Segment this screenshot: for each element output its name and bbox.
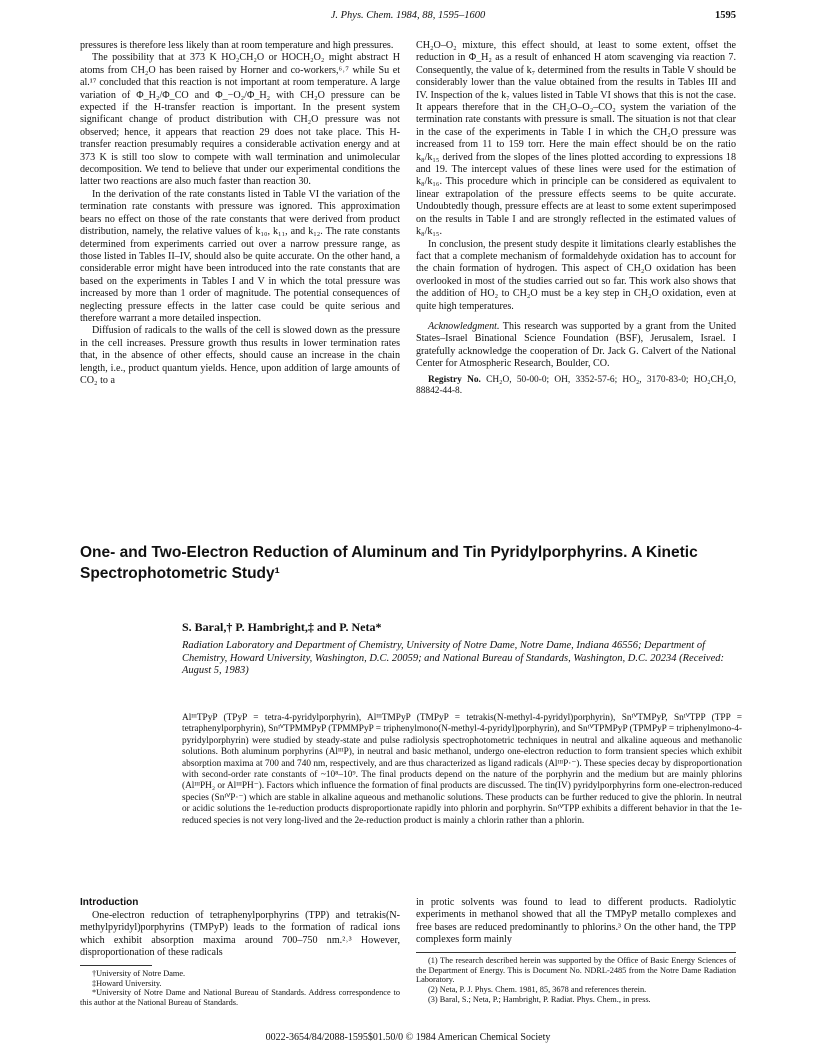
registry-label: Registry No. [428, 374, 481, 385]
reference: (2) Neta, P. J. Phys. Chem. 1981, 85, 3678 and references therein. [428, 985, 647, 995]
acknowledgment-label: Acknowledgment. [428, 320, 500, 332]
paragraph: CH₂O–O₂ mixture, this effect should, at least to some extent, offset the reduction in Φ_H₂ as a result of enhanced H atom scavenging via reaction 7. Consequently, the value of k₇ determined from the results in Table V should be considerably lower than the value obtained from the results in Tables III and IV. Inspection of the k₇ values listed in Table VI shows that this is not the case. It appears therefore that in the CH₂O–O₂–CO₂ system the variation of the termination rate constants with pressure is small. The situation is not that clear in the case of the experiments in Table I in which the CH₂O pressure was increased from 11 to 159 torr. Here the main effect should be on the ratio k₈/k₁₅ derived from the slopes of the lines plotted according to expressions 18 and 19. The intercept values of these lines were used for the estimation of k₈/k₁₆. This procedure which in principle can be considered as equivalent to linear extrapolation of the pressure effects seems to be quite accurate. Undoubtedly though, pressure effects are at least to some extent superimposed on the results in Table I and are strongly reflected in the estimated values of k₈/k₁₅. [416, 40, 736, 238]
footnote-divider [80, 965, 152, 966]
journal-citation: J. Phys. Chem. 1984, 88, 1595–1600 [330, 10, 486, 21]
page-number: 1595 [715, 10, 736, 21]
introduction-right-column [416, 897, 736, 1005]
article-abstract: AlᴵᴵᴵTPyP (TPyP = tetra-4-pyridylporphyrin), AlᴵᴵᴵTMPyP (TMPyP = tetrakis(N-methyl-4-pyridyl)porphyrin), SnᴵⱽTMPyP, SnᴵⱽTPP (TPP = tetraphenylporphyrin), SnᴵⱽTPMMPyP (TPMMPyP = triphenylmono(N-methyl-4-pyridyl)porphyrin), and SnᴵⱽTPMPyP (TPMPyP = triphenylmono-4-pyridylporphyrin) were studied by steady-state and pulse radiolysis spectrophotometric techniques in neutral and alkaline aqueous and methanolic solutions. Both aluminum porphyrins (AlᴵᴵᴵP), in neutral and basic methanol, undergo one-electron reduction to form transient species which exhibit absorption maxima at 700 and 740 nm, respectively, and are thus characterized as ligand radicals (AlᴵᴵᴵP·⁻). These species decay by disproportionation with second-order rate constants of ~10⁸–10⁹. The final products depend on the nature of the porphyrin and the medium but are mainly phlorins (AlᴵᴵᴵPH₂ or AlᴵᴵᴵPH⁻). Factors which influence the formation of final products are discussed. The tin(IV) pyridylporphyrins form one-electron-reduced species (SnᴵⱽP·⁻) which are stable in alkaline aqueous and methanolic solutions. These products can be further reduced to give the phlorin. In neutral or acidic solutions the 1e-reduction products disproportionate rapidly into phlorin and porphyrin. SnᴵⱽTPP exhibits a different behavior in that the 1e-reduced species is not very long-lived and the 2e-reduction product is mainly a chlorin rather than a phlorin. [182, 713, 742, 826]
copyright-footer: 0022-3654/84/2088-1595$01.50/0 © 1984 American Chemical Society [265, 1032, 551, 1043]
article-affiliation: Radiation Laboratory and Department of Chemistry, University of Notre Dame, Notre Dame, Indiana 46556; Department of Chemistry, Howard University, Washington, D.C. 20059; and National Bureau of Standards, Washington, D.C. 20234 (Received: August 5, 1983) [182, 640, 724, 677]
references-divider [416, 952, 736, 953]
paragraph: In the derivation of the rate constants listed in Table VI the variation of the termination rate constants with pressure was ignored. This approximation bears no effect on those of the rate constants that were derived from product distribution, namely, the relative values of k₁₀, k₁₁, and k₁₂. The rate constants determined from experiments carried out over a narrow pressure range, as those listed in Tables II–IV, should also be quite accurate. On the other hand, a considerable error might have been introduced into the rate constants that are based on the experiments in Tables I and V in which the total pressure was increased by more than 1 order of magnitude. The potential consequences of neglecting pressure effects in the latter case could be quite serious and therefore warrant a more detailed inspection. [80, 188, 400, 324]
introduction-left-column [80, 897, 400, 1008]
paragraph: The possibility that at 373 K HO₂CH₂O or HOCH₂O₂ might abstract H atoms from CH₂O has been raised by Horner and co-workers,⁶˒⁷ while Su et al.¹⁷ concluded that this reaction is not important at room temperature. A large variation of Φ_H₂/Φ_CO and Φ_−O₂/Φ_H₂ with CH₂O pressure can be expected if the H-transfer reaction is important. In the present system significant change of product distribution with CH₂O pressure was not observed; hence, it appears that reaction 29 does not take place. This H-transfer reaction presumably requires a considerable activation energy and at 373 K is still too slow to compete with wall termination and unimolecular decomposition. We tend to believe that under our experimental conditions the latter two reactions are also much faster than reaction 30. [80, 52, 400, 188]
references [416, 952, 736, 1006]
paragraph: pressures is therefore less likely than at room temperature and high pressures. [80, 40, 394, 51]
paragraph: One-electron reduction of tetraphenylporphyrins (TPP) and tetrakis(N-methylpyridyl)porphyrins (TMPyP) leads to the formation of radical ions which exhibit absorption maxima around 700–750 nm.²˒³ However, disproportionation of these radicals [80, 910, 400, 959]
article-authors: S. Baral,† P. Hambright,‡ and P. Neta* [182, 620, 382, 634]
article-title: One- and Two-Electron Reduction of Aluminum and Tin Pyridylporphyrins. A Kinetic Spectrophotometric Study¹ [80, 544, 698, 582]
registry-text: CH₂O, 50-00-0; OH, 3352-57-6; HO₂, 3170-83-0; HO₂CH₂O, 88842-44-8. [416, 374, 736, 396]
previous-article-right-column [416, 40, 736, 397]
paragraph: In conclusion, the present study despite it limitations clearly establishes the fact that a complete mechanism of formaldehyde oxidation has to account for the chain formation of hydrogen. This aspect of CH₂O oxidation has been overlooked in most of the studies carried out so far. This work also shows that the addition of HO₂ to CH₂O must be a key step in CH₂O oxidation, even at quite high temperatures. [416, 238, 736, 312]
acknowledgment-text: This research was supported by a grant from the United States–Israel Binational Science Foundation (BSF), Jerusalem, Israel. I gratefully acknowledge the cooperation of Dr. Jack G. Calvert of the National Center for Atmospheric Research, Boulder, CO. [416, 320, 736, 370]
acknowledgment [416, 321, 736, 371]
footnote: †University of Notre Dame. [92, 968, 186, 978]
footnote: ‡Howard University. [92, 978, 162, 988]
reference: (3) Baral, S.; Neta, P.; Hambright, P. Radiat. Phys. Chem., in press. [428, 995, 651, 1005]
reference: (1) The research described herein was supported by the Office of Basic Energy Sciences of the Department of Energy. This is Document No. NDRL-2485 from the Notre Dame Radiation Laboratory. [416, 955, 736, 985]
footnote: *University of Notre Dame and National Bureau of Standards. Address correspondence to this author at the National Bureau of Standards. [80, 988, 400, 1008]
introduction-heading: Introduction [80, 897, 139, 908]
paragraph: Diffusion of radicals to the walls of the cell is slowed down as the pressure in the cell increases. Pressure growth thus results in lower termination rates that, in the absence of other effects, should cause an increase in the chain length, i.e., product quantum yields. Hence, upon addition of large amounts of CO₂ to a [80, 325, 400, 386]
previous-article-left-column [80, 40, 400, 387]
registry-numbers [416, 375, 736, 398]
running-head [80, 10, 736, 26]
paragraph: in protic solvents was found to lead to different products. Radiolytic experiments in methanol showed that all the TMPyP metallo complexes and free bases are reduced predominantly to phlorins.³ On the other hand, the TPP complexes form mainly [416, 897, 736, 946]
